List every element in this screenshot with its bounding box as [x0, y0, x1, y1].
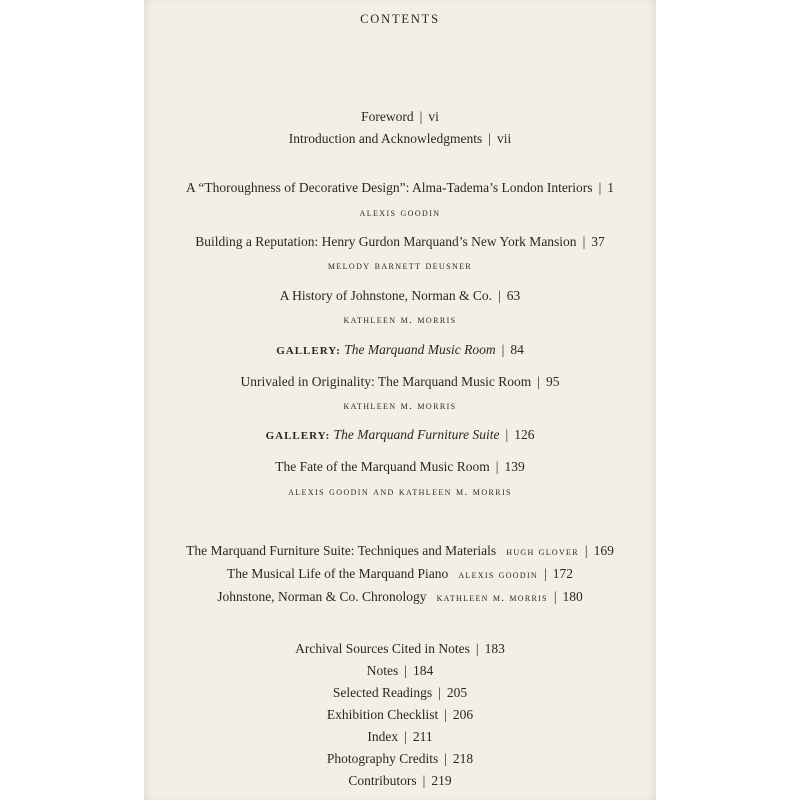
separator: | — [584, 543, 588, 558]
toc-entry-gallery-music-room — [0, 342, 800, 359]
entry-title: Contributors — [348, 773, 417, 788]
separator: | — [438, 685, 441, 700]
separator: | — [544, 566, 547, 581]
entry-title: A “Thoroughness of Decorative Design”: Alma-Tadema’s London Interiors — [185, 180, 593, 195]
toc-entry-essay-4 — [0, 374, 800, 390]
entry-page: 63 — [506, 288, 521, 303]
entry-page: vii — [496, 131, 512, 146]
toc-entry-foreword — [0, 109, 800, 125]
entry-page: 218 — [452, 751, 474, 766]
entry-page: 180 — [562, 589, 583, 604]
entry-page: 84 — [510, 342, 524, 357]
entry-title: Archival Sources Cited in Notes — [295, 641, 470, 656]
toc-entry-short-essay-2 — [0, 566, 800, 583]
separator: | — [501, 342, 505, 357]
entry-title: Exhibition Checklist — [326, 707, 439, 722]
entry-title: The Marquand Furniture Suite — [333, 427, 500, 442]
entry-page: 184 — [412, 663, 434, 678]
entry-author: alexis goodin — [359, 207, 441, 219]
toc-entry-exhibition-checklist — [0, 707, 800, 723]
entry-page: 95 — [545, 374, 560, 389]
entry-title: Index — [367, 729, 399, 744]
separator: | — [553, 589, 557, 604]
separator: | — [488, 131, 491, 146]
entry-author: alexis goodin — [458, 569, 539, 581]
entry-title: Unrivaled in Originality: The Marquand Music Room — [240, 374, 532, 389]
toc-entry-essay-3 — [0, 288, 800, 304]
page-title: CONTENTS — [360, 12, 440, 26]
entry-title: The Marquand Furniture Suite: Techniques and Materials — [186, 543, 497, 558]
separator: | — [475, 641, 479, 656]
toc-entry-short-essay-3 — [0, 589, 800, 606]
entry-page: 205 — [446, 685, 468, 700]
entry-title: Photography Credits — [326, 751, 439, 766]
toc-entry-archival-sources — [0, 641, 800, 657]
separator: | — [444, 707, 447, 722]
separator: | — [598, 180, 602, 195]
toc-entry-essay-2 — [0, 234, 800, 250]
toc-entry-selected-readings — [0, 685, 800, 701]
entry-author: kathleen m. morris — [436, 592, 548, 604]
toc-entry-contributors — [0, 773, 800, 789]
entry-title: The Marquand Music Room — [344, 342, 496, 357]
separator: | — [419, 109, 423, 124]
entry-title: Johnstone, Norman & Co. Chronology — [217, 589, 427, 604]
entry-title: Notes — [366, 663, 399, 678]
entry-author: hugh glover — [506, 546, 579, 558]
entry-page: 211 — [412, 729, 433, 744]
entry-page: 1 — [607, 180, 615, 195]
separator: | — [495, 459, 499, 474]
toc-entry-index — [0, 729, 800, 745]
toc-entry-introduction — [0, 131, 800, 147]
entry-author: kathleen m. morris — [343, 314, 457, 326]
separator: | — [444, 751, 447, 766]
entry-title: Foreword — [361, 109, 414, 124]
entry-author: alexis goodin and kathleen m. morris — [288, 486, 512, 498]
separator: | — [537, 374, 540, 389]
separator: | — [505, 427, 509, 442]
separator: | — [582, 234, 586, 249]
entry-page: 206 — [452, 707, 474, 722]
separator: | — [404, 663, 407, 678]
toc-entry-gallery-furniture-suite — [0, 427, 800, 444]
toc-entry-short-essay-1 — [0, 543, 800, 560]
toc-entry-notes — [0, 663, 800, 679]
entry-page: 183 — [484, 641, 505, 656]
entry-page: 169 — [593, 543, 614, 558]
separator: | — [422, 773, 426, 788]
separator: | — [404, 729, 407, 744]
gallery-label: GALLERY: — [276, 345, 341, 357]
entry-title: Selected Readings — [332, 685, 433, 700]
entry-author: kathleen m. morris — [343, 400, 457, 412]
entry-page: 172 — [552, 566, 573, 581]
entry-title: The Fate of the Marquand Music Room — [275, 459, 490, 474]
entry-title: Introduction and Acknowledgments — [288, 131, 483, 146]
entry-title: The Musical Life of the Marquand Piano — [227, 566, 449, 581]
toc-entry-photography-credits — [0, 751, 800, 767]
entry-page: 219 — [431, 773, 452, 788]
toc-entry-essay-1 — [0, 180, 800, 196]
entry-title: Building a Reputation: Henry Gurdon Marquand’s New York Mansion — [195, 234, 577, 249]
entry-page: 139 — [504, 459, 525, 474]
entry-author: melody barnett deusner — [327, 260, 473, 272]
toc-entry-essay-5 — [0, 459, 800, 475]
separator: | — [498, 288, 501, 303]
gallery-label: GALLERY: — [265, 430, 331, 442]
entry-page: 126 — [514, 427, 535, 442]
entry-page: 37 — [591, 234, 605, 249]
entry-title: A History of Johnstone, Norman & Co. — [279, 288, 493, 303]
entry-page: vi — [428, 109, 439, 124]
